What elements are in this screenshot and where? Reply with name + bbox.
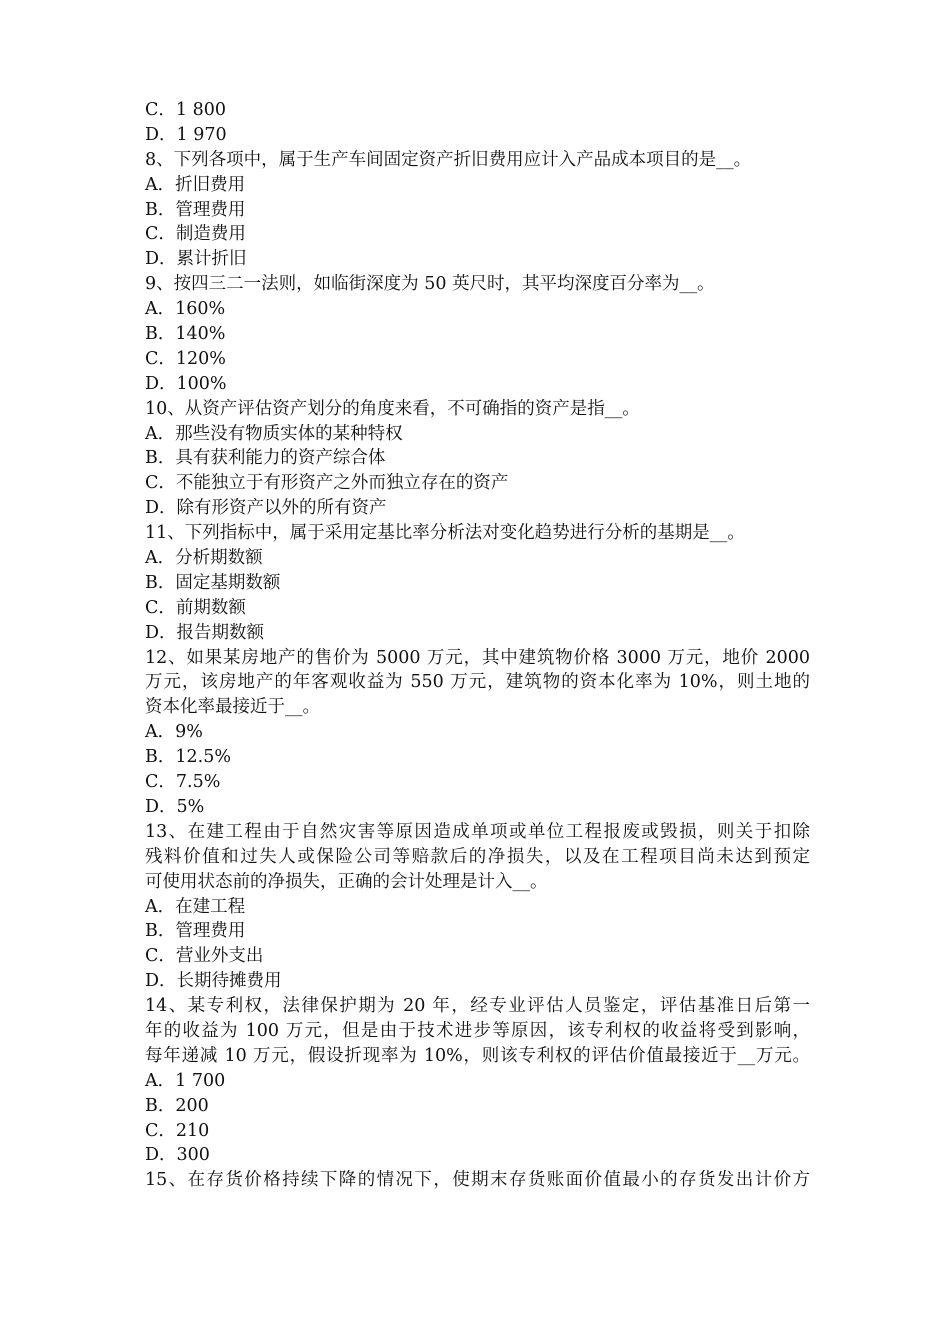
answer-option: B．200	[145, 1095, 209, 1116]
answer-option: A．160%	[145, 299, 226, 320]
answer-option: C．不能独立于有形资产之外而独立存在的资产	[145, 473, 509, 494]
question-text-line: 每年递减 10 万元，假设折现率为 10%，则该专利权的评估价值最接近于__万元。	[145, 1045, 810, 1066]
answer-option: A．折旧费用	[145, 174, 246, 195]
answer-option: D．1 970	[145, 124, 227, 145]
answer-option: D．长期待摊费用	[145, 971, 282, 992]
answer-option: D．除有形资产以外的所有资产	[145, 498, 387, 519]
answer-option: A．分析期数额	[145, 548, 263, 569]
answer-option: B．140%	[145, 324, 226, 345]
answer-option: D．5%	[145, 796, 205, 817]
answer-option: B．具有获利能力的资产综合体	[145, 448, 386, 469]
answer-option: A．那些没有物质实体的某种特权	[145, 423, 403, 444]
answer-option: D．300	[145, 1145, 210, 1166]
question-text-line: 资本化率最接近于__。	[145, 697, 320, 718]
answer-option: C．制造费用	[145, 224, 246, 245]
question-text-line: 残料价值和过失人或保险公司等赔款后的净损失，以及在工程项目尚未达到预定	[145, 846, 810, 867]
answer-option: C．120%	[145, 348, 226, 369]
question-text-line: 10、从资产评估资产划分的角度来看，不可确指的资产是指__。	[145, 398, 640, 419]
question-text-line: 15、在存货价格持续下降的情况下，使期末存货账面价值最小的存货发出计价方	[145, 1170, 810, 1191]
answer-option: C．210	[145, 1120, 210, 1141]
question-text-line: 13、在建工程由于自然灾害等原因造成单项或单位工程报废或毁损，则关于扣除	[145, 821, 810, 842]
answer-option: B．管理费用	[145, 921, 246, 942]
question-text-line: 年的收益为 100 万元，但是由于技术进步等原因，该专利权的收益将受到影响，	[145, 1020, 810, 1041]
question-text-line: 11、下列指标中，属于采用定基比率分析法对变化趋势进行分析的基期是__。	[145, 523, 745, 544]
answer-option: D．100%	[145, 373, 227, 394]
answer-option: D．累计折旧	[145, 249, 247, 270]
answer-option: C．前期数额	[145, 597, 246, 618]
answer-option: A．9%	[145, 722, 203, 743]
answer-option: B．管理费用	[145, 199, 246, 220]
question-text-line: 万元，该房地产的年客观收益为 550 万元，建筑物的资本化率为 10%，则土地的	[145, 672, 810, 693]
answer-option: A．在建工程	[145, 896, 246, 917]
question-text-line: 12、如果某房地产的售价为 5000 万元，其中建筑物价格 3000 万元，地价 2000	[145, 647, 810, 668]
answer-option: B．12.5%	[145, 747, 231, 768]
answer-option: A．1 700	[145, 1070, 226, 1091]
question-text-line: 8、下列各项中，属于生产车间固定资产折旧费用应计入产品成本项目的是__。	[145, 149, 752, 170]
page-content	[145, 98, 810, 1193]
answer-option: B．固定基期数额	[145, 572, 281, 593]
answer-option: C．营业外支出	[145, 946, 264, 967]
answer-option: D．报告期数额	[145, 622, 265, 643]
question-text-line: 9、按四三二一法则，如临街深度为 50 英尺时，其平均深度百分率为__。	[145, 274, 715, 295]
question-text-line: 14、某专利权，法律保护期为 20 年，经专业评估人员鉴定，评估基准日后第一	[145, 996, 810, 1017]
question-text-line: 可使用状态前的净损失，正确的会计处理是计入__。	[145, 871, 548, 892]
answer-option: C．7.5%	[145, 772, 221, 793]
answer-option: C．1 800	[145, 100, 226, 120]
